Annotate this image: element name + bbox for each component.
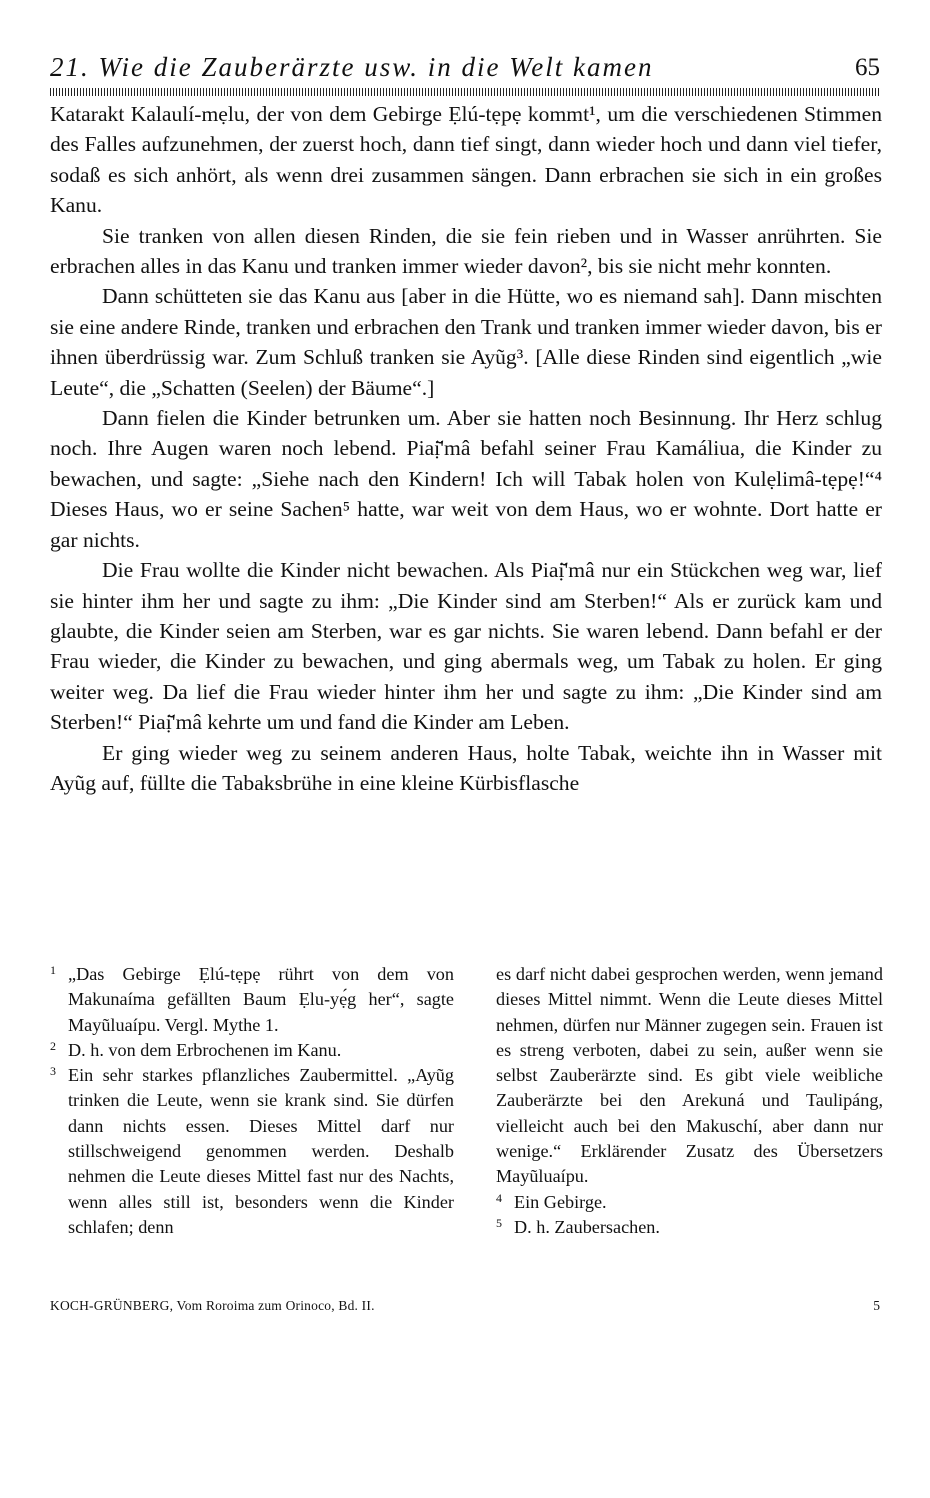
footnote-continuation: es darf nicht dabei gesprochen werden, wenn jemand dieses Mittel nimmt. Wenn die Leute dieses Mittel nehmen, dürfen nur Männer zugegen sein. Frauen ist es streng verboten, dabei zu sein, außer wenn sie selbst Zauberärzte sind. Es gibt viele weibliche Zauberärzte bei den Arekuná und Taulipáng, vielleicht auch bei den Makuschí, aber dann nur wenige.“ Erklärender Zusatz des Übersetzers Mayũluaípu. bbox=[496, 964, 883, 1187]
paragraph: Dann fielen die Kinder betrunken um. Aber sie hatten noch Besinnung. Ihr Herz schlug noch. Ihre Augen waren noch lebend. Piaị̆'mâ befahl seiner Frau Kamáliua, die Kinder zu bewachen, und sagte: „Siehe nach den Kindern! Ich will Tabak holen von Kulẹlimâ-tẹpẹ!“⁴ Dieses Haus, wo er seine Sachen⁵ hatte, war weit von dem Haus, wo er wohnte. Dort hatte er gar nichts. bbox=[50, 406, 882, 552]
footnote-column-right bbox=[496, 962, 883, 1240]
footnote bbox=[496, 1190, 883, 1215]
paragraph: Die Frau wollte die Kinder nicht bewachen. Als Piaị̆'mâ nur ein Stückchen weg war, lief sie hinter ihm her und sagte zu ihm: „Die Kinder sind am Sterben!“ Als er zurück kam und glaubte, die Kinder seien am Sterben, war es gar nichts. Sie waren lebend. Dann befahl er der Frau wieder, die Kinder zu bewachen, und ging abermals weg, um Tabak zu holen. Er ging weiter weg. Da lief die Frau wieder hinter ihm her und sagte zu ihm: „Die Kinder sind am Sterben!“ Piaị̆'mâ kehrte um und fand die Kinder am Leben. bbox=[50, 558, 882, 735]
footnote bbox=[50, 1038, 454, 1063]
paragraph: Er ging wieder weg zu seinem anderen Haus, holte Tabak, weichte ihn in Wasser mit Ayũg auf, füllte die Tabaksbrühe in eine kleine Kürbisflasche bbox=[50, 740, 882, 795]
footnote-mark: 3 bbox=[50, 1064, 56, 1079]
paragraph: Dann schütteten sie das Kanu aus [aber in die Hütte, wo es niemand sah]. Dann mischten sie eine andere Rinde, tranken und erbrachen den Trank und tranken immer wieder davon, bis er ihnen überdrüssig war. Zum Schluß tranken sie Ayũg³. [Alle diese Rinden sind eigentlich „wie Leute“, die „Schatten (Seelen) der Bäume“.] bbox=[50, 284, 882, 400]
footnote-text: Ein sehr starkes pflanzliches Zaubermittel. „Ayũg trinken die Leute, wenn sie krank sind. Sie dürfen dann nichts essen. Dieses Mittel darf nur stillschweigend genommen werden. Deshalb nehmen die Leute dieses Mittel fast nur des Nachts, wenn alles still ist, besonders wenn die Kinder schlafen; denn bbox=[68, 1065, 454, 1237]
footnote-column-left bbox=[50, 962, 454, 1240]
footnote-mark: 5 bbox=[496, 1215, 502, 1230]
footnote-text: D. h. Zaubersachen. bbox=[514, 1216, 660, 1237]
footnote bbox=[50, 1063, 454, 1240]
footnote bbox=[50, 962, 454, 1038]
footnote bbox=[496, 1215, 883, 1240]
footnote-mark: 1 bbox=[50, 963, 56, 977]
signature-mark: 5 bbox=[873, 1298, 880, 1313]
footnote-text: „Das Gebirge Ẹlú-tẹpẹ rührt von dem von Makunaíma gefällten Baum Ẹlu-yẹ́g her“, sagte Mayũluaípu. Vergl. Mythe 1. bbox=[68, 964, 454, 1035]
main-text bbox=[50, 99, 882, 798]
paragraph: Sie tranken von allen diesen Rinden, die sie fein rieben und in Wasser anrührten. Sie erbrachen alles in das Kanu und tranken immer wieder davon², bis sie nicht mehr konnten. bbox=[50, 223, 882, 279]
page-number: 65 bbox=[855, 54, 880, 81]
source-citation: KOCH-GRÜNBERG, Vom Roroima zum Orinoco, Bd. II. bbox=[50, 1298, 375, 1313]
footnote-text: Ein Gebirge. bbox=[514, 1191, 607, 1212]
running-title: 21. Wie die Zauberärzte usw. in die Welt kamen bbox=[50, 52, 654, 82]
footnote-mark: 4 bbox=[496, 1190, 502, 1205]
running-header bbox=[50, 52, 880, 86]
footnote-mark: 2 bbox=[50, 1038, 56, 1053]
paragraph: Katarakt Kalaulí-mẹlu, der von dem Gebirge Ẹlú-tẹpẹ kommt¹, um die verschiedenen Stimmen des Falles aufzunehmen, der zuerst hoch, dann tief singt, dann wieder hoch und dann viel tiefer, sodaß es sich anhört, als wenn drei zusammen sängen. Dann erbrachen sie sich in ein großes Kanu. bbox=[50, 102, 882, 218]
footnote-text: D. h. von dem Erbrochenen im Kanu. bbox=[68, 1039, 342, 1060]
header-rule bbox=[50, 88, 880, 96]
